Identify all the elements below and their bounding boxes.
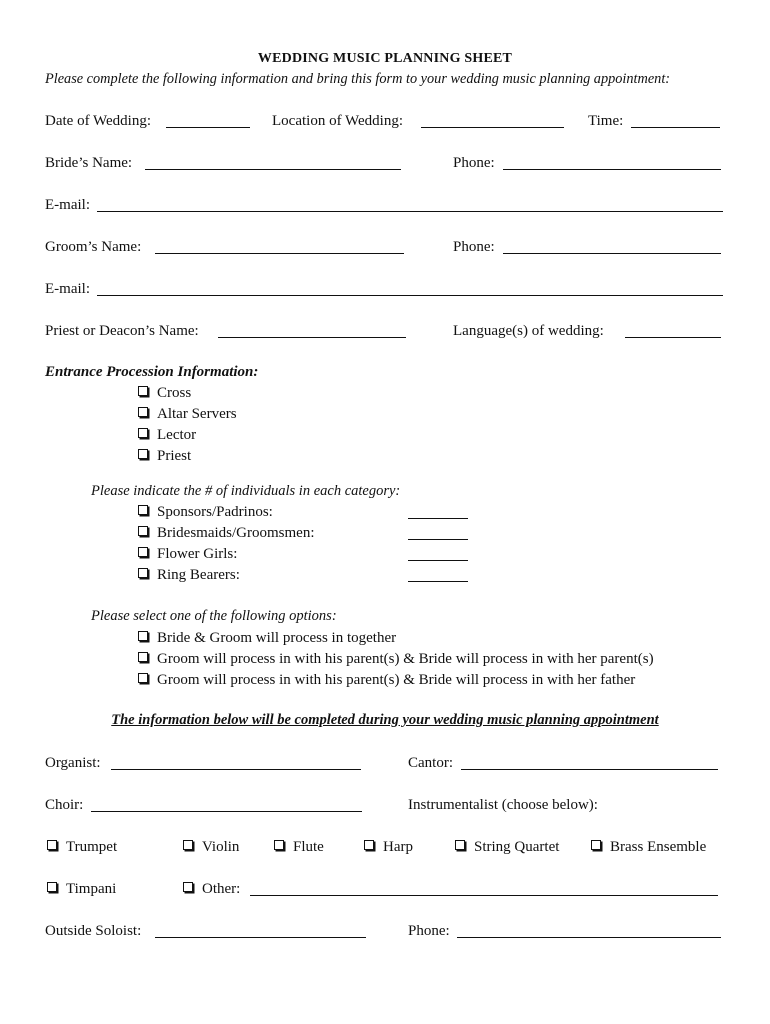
checkbox-icon[interactable] [138, 407, 148, 417]
checkbox-icon[interactable] [47, 882, 57, 892]
checkbox-icon[interactable] [138, 449, 148, 459]
organist-field[interactable] [111, 769, 361, 770]
flower-girls-count-field[interactable] [408, 560, 468, 561]
choir-field[interactable] [91, 811, 362, 812]
brides-name-label: Bride’s Name: [45, 155, 133, 171]
outside-soloist-field[interactable] [155, 937, 366, 938]
checkbox-icon[interactable] [138, 631, 148, 641]
instrument-timpani[interactable]: Timpani [47, 880, 116, 898]
bride-phone-field[interactable] [503, 169, 721, 170]
checkbox-icon[interactable] [47, 840, 57, 850]
ring-bearers-count-field[interactable] [408, 581, 468, 582]
other-instrument-field[interactable] [250, 895, 718, 896]
checkbox-icon[interactable] [455, 840, 465, 850]
procession-item-altar-servers[interactable]: Altar Servers [138, 405, 237, 423]
procession-item-priest[interactable]: Priest [138, 447, 191, 465]
time-label: Time: [588, 113, 624, 129]
count-item-flower-girls[interactable]: Flower Girls: [138, 545, 237, 563]
checkbox-icon[interactable] [138, 428, 148, 438]
instrument-brass-ensemble[interactable]: Brass Ensemble [591, 838, 706, 856]
checkbox-icon[interactable] [138, 386, 148, 396]
option-both-parents[interactable]: Groom will process in with his parent(s) & Bride will process in with her parent(s) [138, 650, 654, 668]
date-of-wedding-label: Date of Wedding: [45, 113, 151, 129]
instrument-string-quartet[interactable]: String Quartet [455, 838, 559, 856]
priest-name-field[interactable] [218, 337, 406, 338]
organist-label: Organist: [45, 755, 101, 771]
instrument-flute[interactable]: Flute [274, 838, 324, 856]
grooms-name-label: Groom’s Name: [45, 239, 142, 255]
options-instruction: Please select one of the following options: [91, 608, 337, 624]
checkbox-icon[interactable] [138, 526, 148, 536]
checkbox-icon[interactable] [274, 840, 284, 850]
bridesmaids-count-field[interactable] [408, 539, 468, 540]
checkbox-icon[interactable] [138, 652, 148, 662]
count-instruction: Please indicate the # of individuals in each category: [91, 483, 401, 499]
grooms-name-field[interactable] [155, 253, 404, 254]
groom-phone-field[interactable] [503, 253, 721, 254]
brides-name-field[interactable] [145, 169, 401, 170]
languages-field[interactable] [625, 337, 721, 338]
sponsors-count-field[interactable] [408, 518, 468, 519]
bride-email-field[interactable] [97, 211, 723, 212]
instrument-trumpet[interactable]: Trumpet [47, 838, 117, 856]
checkbox-icon[interactable] [138, 568, 148, 578]
form-instructions: Please complete the following information and bring this form to your wedding music planning appointment: [45, 71, 671, 87]
count-item-ring-bearers[interactable]: Ring Bearers: [138, 566, 240, 584]
bride-phone-label: Phone: [453, 155, 495, 171]
checkbox-icon[interactable] [138, 673, 148, 683]
checkbox-icon[interactable] [183, 882, 193, 892]
option-together[interactable]: Bride & Groom will process in together [138, 629, 396, 647]
page-title: WEDDING MUSIC PLANNING SHEET [257, 51, 513, 66]
procession-item-cross[interactable]: Cross [138, 384, 191, 402]
soloist-phone-field[interactable] [457, 937, 721, 938]
checkbox-icon[interactable] [183, 840, 193, 850]
location-of-wedding-field[interactable] [421, 127, 564, 128]
checkbox-icon[interactable] [138, 547, 148, 557]
count-item-sponsors[interactable]: Sponsors/Padrinos: [138, 503, 273, 521]
procession-item-lector[interactable]: Lector [138, 426, 196, 444]
priest-name-label: Priest or Deacon’s Name: [45, 323, 199, 339]
procession-heading: Entrance Procession Information: [45, 364, 259, 380]
choir-label: Choir: [45, 797, 84, 813]
languages-label: Language(s) of wedding: [453, 323, 604, 339]
cantor-field[interactable] [461, 769, 718, 770]
appointment-note: The information below will be completed during your wedding music planning appointment [111, 712, 659, 728]
checkbox-icon[interactable] [364, 840, 374, 850]
checkbox-icon[interactable] [138, 505, 148, 515]
groom-phone-label: Phone: [453, 239, 495, 255]
bride-email-label: E-mail: [45, 197, 90, 213]
outside-soloist-label: Outside Soloist: [45, 923, 142, 939]
instrument-harp[interactable]: Harp [364, 838, 413, 856]
instrument-violin[interactable]: Violin [183, 838, 239, 856]
checkbox-icon[interactable] [591, 840, 601, 850]
location-of-wedding-label: Location of Wedding: [272, 113, 403, 129]
groom-email-label: E-mail: [45, 281, 90, 297]
instrument-other[interactable]: Other: [183, 880, 240, 898]
groom-email-field[interactable] [97, 295, 723, 296]
count-item-bridesmaids[interactable]: Bridesmaids/Groomsmen: [138, 524, 315, 542]
date-of-wedding-field[interactable] [166, 127, 250, 128]
option-bride-father[interactable]: Groom will process in with his parent(s) & Bride will process in with her father [138, 671, 635, 689]
time-field[interactable] [631, 127, 720, 128]
cantor-label: Cantor: [408, 755, 453, 771]
instrumentalist-label: Instrumentalist (choose below): [408, 797, 598, 813]
soloist-phone-label: Phone: [408, 923, 450, 939]
